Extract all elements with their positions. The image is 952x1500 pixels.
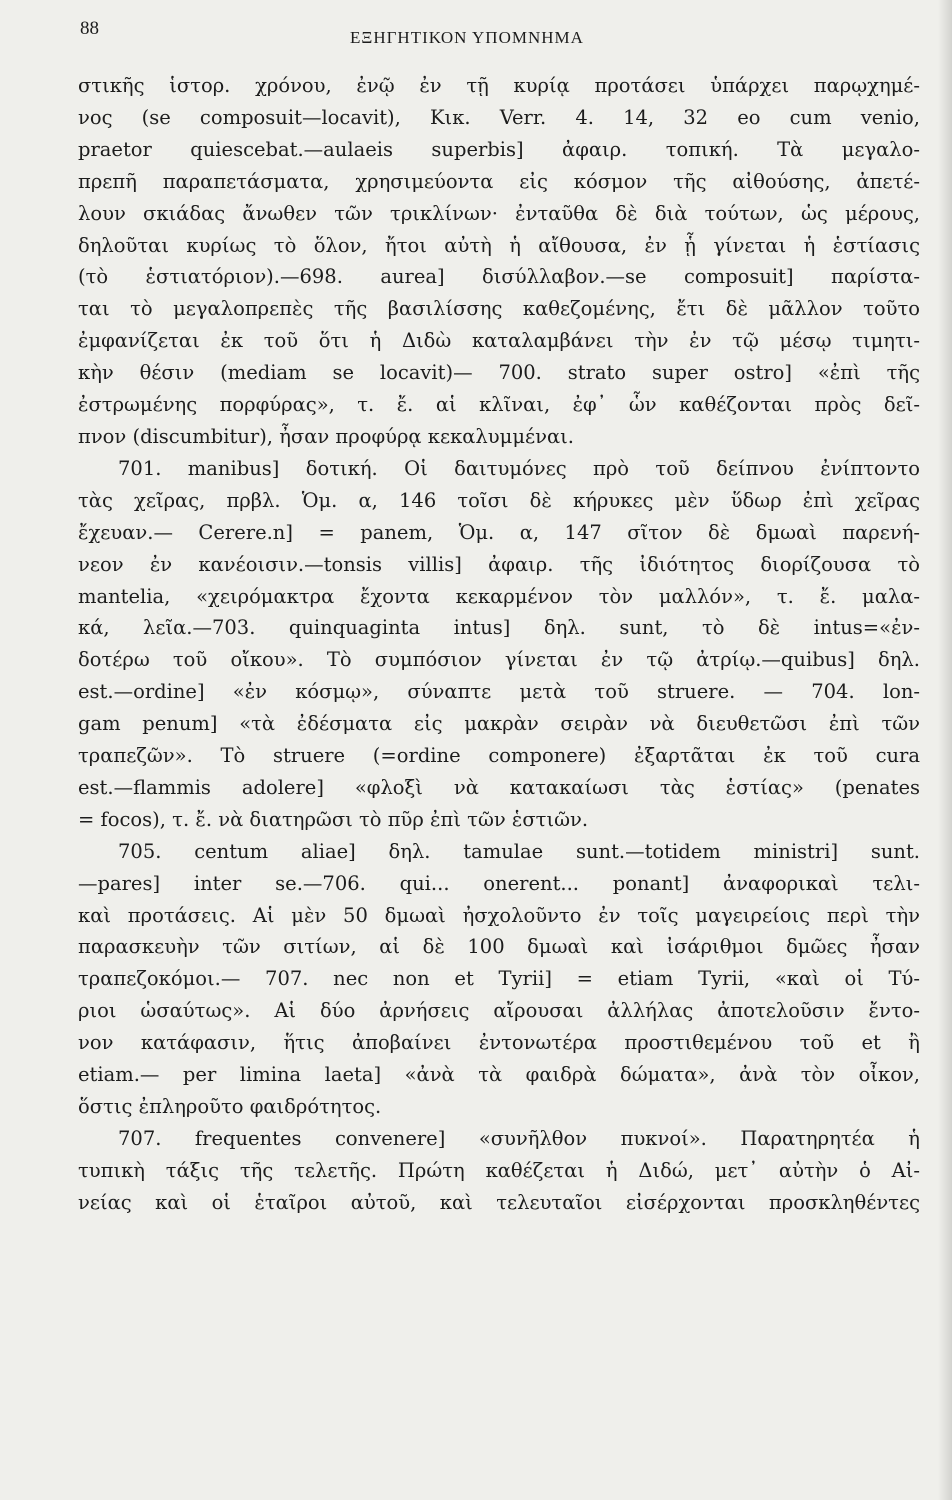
running-title: ΕΞΗΓΗΤΙΚΟΝ ΥΠΟΜΝΗΜΑ xyxy=(350,28,584,47)
text-line: 707. frequentes convenere] «συνῆλθον πυκνοί». Παρατηρητέα ἡ xyxy=(118,1126,920,1150)
text-line: ἐμφανίζεται ἐκ τοῦ ὅτι ἡ Διδὼ καταλαμβάνει τὴν ἐν τῷ μέσῳ τιμητι- xyxy=(78,329,920,353)
text-line: est.—flammis adolere] «φλοξὶ νὰ κατακαίωσι τὰς ἑστίας» (penates xyxy=(78,775,920,799)
text-line: ἐστρωμένης πορφύρας», τ. ἔ. αἱ κλῖναι, ἐφ᾽ ὧν καθέζονται πρὸς δεῖ- xyxy=(78,393,920,417)
text-line: νον κατάφασιν, ἥτις ἀποβαίνει ἐντονωτέρα προστιθεμένου τοῦ et ἢ xyxy=(78,1031,920,1055)
text-line: 701. manibus] δοτική. Οἱ δαιτυμόνες πρὸ τοῦ δείπνου ἐνίπτοντο xyxy=(118,456,920,480)
text-line: καὶ προτάσεις. Αἱ μὲν 50 δμωαὶ ἠσχολοῦντο ἐν τοῖς μαγειρείοις περὶ τὴν xyxy=(78,903,920,927)
text-line: δηλοῦται κυρίως τὸ ὅλον, ἤτοι αὐτὴ ἡ αἴθουσα, ἐν ᾗ γίνεται ἡ ἑστίασις xyxy=(78,233,920,257)
text-line: νεον ἐν κανέοισιν.—tonsis villis] ἀφαιρ. τῆς ἰδιότητος διορίζουσα τὸ xyxy=(78,552,920,576)
text-line: τραπεζῶν». Τὸ struere (=ordine componere) ἐξαρτᾶται ἐκ τοῦ cura xyxy=(78,744,920,768)
text-line: νος (se composuit—locavit), Κικ. Verr. 4. 14, 32 eo cum venio, xyxy=(78,105,920,129)
text-line: —pares] inter se.—706. qui... onerent... ponant] ἀναφορικαὶ τελι- xyxy=(78,871,920,895)
text-line: στικῆς ἱστορ. χρόνου, ἐνῷ ἐν τῇ κυρίᾳ προτάσει ὑπάρχει παρῳχημέ- xyxy=(78,74,920,97)
page-edge-shadow xyxy=(938,0,952,1500)
text-line: κά, λεῖα.—703. quinquaginta intus] δηλ. sunt, τὸ δὲ intus=«ἐν- xyxy=(78,616,920,640)
text-line: κὴν θέσιν (mediam se locavit)— 700. strato super ostro] «ἐπὶ τῆς xyxy=(78,361,920,385)
text-line: 705. centum aliae] δηλ. tamulae sunt.—totidem ministri] sunt. xyxy=(118,839,920,863)
text-line: δοτέρω τοῦ οἴκου». Τὸ συμπόσιον γίνεται ἐν τῷ ἀτρίῳ.—quibus] δηλ. xyxy=(78,648,920,672)
text-line: ται τὸ μεγαλοπρεπὲς τῆς βασιλίσσης καθεζομένης, ἔτι δὲ μᾶλλον τοῦτο xyxy=(78,297,920,321)
text-line: ριοι ὡσαύτως». Αἱ δύο ἀρνήσεις αἴρουσαι ἀλλήλας ἀποτελοῦσιν ἔντο- xyxy=(78,999,920,1023)
page-header xyxy=(0,18,952,58)
text-line: λουν σκιάδας ἄνωθεν τῶν τρικλίνων· ἐνταῦθα δὲ διὰ τούτων, ὡς μέρους, xyxy=(78,201,920,225)
page-number: 88 xyxy=(80,18,99,39)
text-line: gam penum] «τὰ ἐδέσματα εἰς μακρὰν σειρὰν νὰ διευθετῶσι ἐπὶ τῶν xyxy=(78,712,920,736)
text-line: (τὸ ἑστιατόριον).—698. aurea] δισύλλαβον.—se composuit] παρίστα- xyxy=(78,265,920,289)
text-line: est.—ordine] «ἐν κόσμῳ», σύναπτε μετὰ τοῦ struere. — 704. lon- xyxy=(78,680,920,704)
text-line: τὰς χεῖρας, πρβλ. Ὁμ. α, 146 τοῖσι δὲ κήρυκες μὲν ὕδωρ ἐπὶ χεῖρας xyxy=(78,488,920,512)
text-line: τυπικὴ τάξις τῆς τελετῆς. Πρώτη καθέζεται ἡ Διδώ, μετ᾽ αὐτὴν ὁ Αἰ- xyxy=(78,1158,920,1182)
text-line: πνον (discumbitur), ἦσαν προφύρᾳ κεκαλυμμέναι. xyxy=(78,424,574,448)
text-line: παρασκευὴν τῶν σιτίων, αἱ δὲ 100 δμωαὶ καὶ ἰσάριθμοι δμῶες ἦσαν xyxy=(78,935,920,959)
commentary-body xyxy=(78,70,920,1219)
text-line: τραπεζοκόμοι.— 707. nec non et Tyrii] = etiam Tyrii, «καὶ οἱ Τύ- xyxy=(78,967,920,991)
text-line: ἔχευαν.— Cerere.n] = panem, Ὁμ. α, 147 σῖτον δὲ δμωαὶ παρενή- xyxy=(78,520,920,544)
text-line: πρεπῆ παραπετάσματα, χρησιμεύοντα εἰς κόσμον τῆς αἰθούσης, ἀπετέ- xyxy=(78,169,920,193)
text-line: praetor quiescebat.—aulaeis superbis] ἀφαιρ. τοπική. Τὰ μεγαλο- xyxy=(78,137,920,161)
text-line: ὅστις ἐπληροῦτο φαιδρότητος. xyxy=(78,1095,382,1118)
text-line: mantelia, «χειρόμακτρα ἔχοντα κεκαρμένον τὸν μαλλόν», τ. ἔ. μαλα- xyxy=(78,584,920,608)
text-line: = focos), τ. ἔ. νὰ διατηρῶσι τὸ πῦρ ἐπὶ τῶν ἑστιῶν. xyxy=(78,807,589,831)
text-line: νείας καὶ οἱ ἑταῖροι αὐτοῦ, καὶ τελευταῖοι εἰσέρχονται προσκληθέντες xyxy=(78,1190,920,1214)
text-line: etiam.— per limina laeta] «ἀνὰ τὰ φαιδρὰ δώματα», ἀνὰ τὸν οἶκον, xyxy=(78,1063,920,1087)
